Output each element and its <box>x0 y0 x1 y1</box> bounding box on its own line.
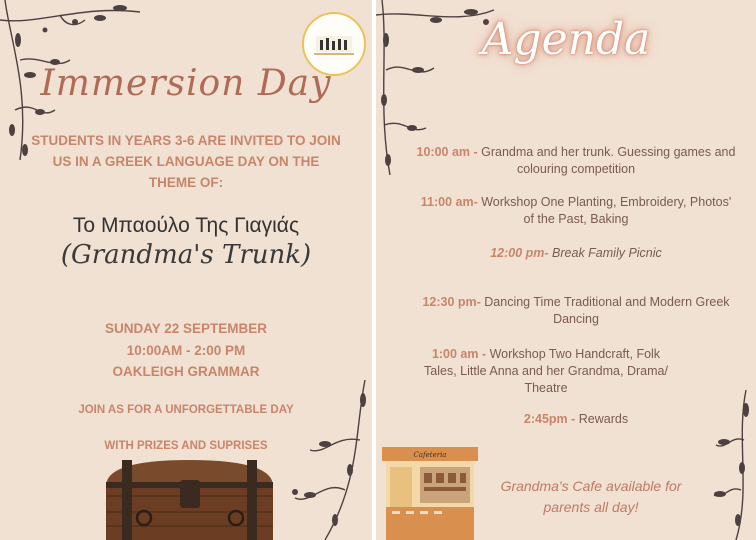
agenda-item-text: Grandma and her trunk. Guessing games and colouring competition <box>477 145 736 176</box>
agenda-item-text: Rewards <box>575 412 629 426</box>
agenda-item <box>476 245 676 262</box>
agenda-item-text: Dancing Time Traditional and Modern Greek Dancing <box>480 295 730 326</box>
agenda-title: Agenda <box>481 14 651 65</box>
agenda-item-text: Break Family Picnic <box>548 246 662 260</box>
agenda-item <box>416 194 736 228</box>
cafe-note: Grandma's Cafe available for parents all day! <box>500 478 682 515</box>
english-theme-title: (Grandma's Trunk) <box>60 240 312 270</box>
agenda-item <box>416 346 676 397</box>
treasure-chest-icon <box>102 456 277 540</box>
agenda-item-time: 1:00 am - <box>431 347 487 361</box>
agenda-item-text: Workshop Two Handcraft, Folk Tales, Little Anna and her Grandma, Drama/ Theatre <box>424 347 668 395</box>
cafe-sign: Cafeteria <box>413 451 447 459</box>
flyer-panel <box>0 0 372 540</box>
agenda-item <box>416 294 736 328</box>
cafe-stand-icon <box>376 445 486 540</box>
event-venue: OAKLEIGH GRAMMAR <box>112 364 260 379</box>
flyer-intro: STUDENTS IN YEARS 3-6 ARE INVITED TO JOIN US IN A GREEK LANGUAGE DAY ON THE THEME OF: <box>31 133 341 190</box>
floral-vine-icon <box>706 390 756 540</box>
event-time: 10:00AM - 2:00 PM <box>126 342 246 358</box>
agenda-item <box>416 411 736 428</box>
agenda-item-text: Workshop One Planting, Embroidery, Photos' of the Past, Baking <box>477 195 732 226</box>
agenda-item <box>416 144 736 178</box>
agenda-item-time: 10:00 am - <box>416 145 478 159</box>
agenda-item-time: 11:00 am- <box>420 195 478 209</box>
event-date: SUNDAY 22 SEPTEMBER <box>104 321 268 336</box>
prizes-text: WITH PRIZES AND SUPRISES <box>104 440 268 452</box>
agenda-item-time: 12:30 pm- <box>422 295 481 309</box>
join-text: JOIN AS FOR A UNFORGETTABLE DAY <box>78 404 294 416</box>
agenda-item-time: 2:45pm - <box>523 412 576 426</box>
agenda-item-time: 12:00 pm- <box>490 246 549 260</box>
agenda-panel <box>376 0 756 540</box>
event-details <box>0 318 372 383</box>
floral-vine-icon <box>265 380 372 540</box>
flyer-title: Immersion Day <box>40 63 332 104</box>
greek-theme-title: Το Μπαούλο Της Γιαγιάς <box>72 214 300 237</box>
